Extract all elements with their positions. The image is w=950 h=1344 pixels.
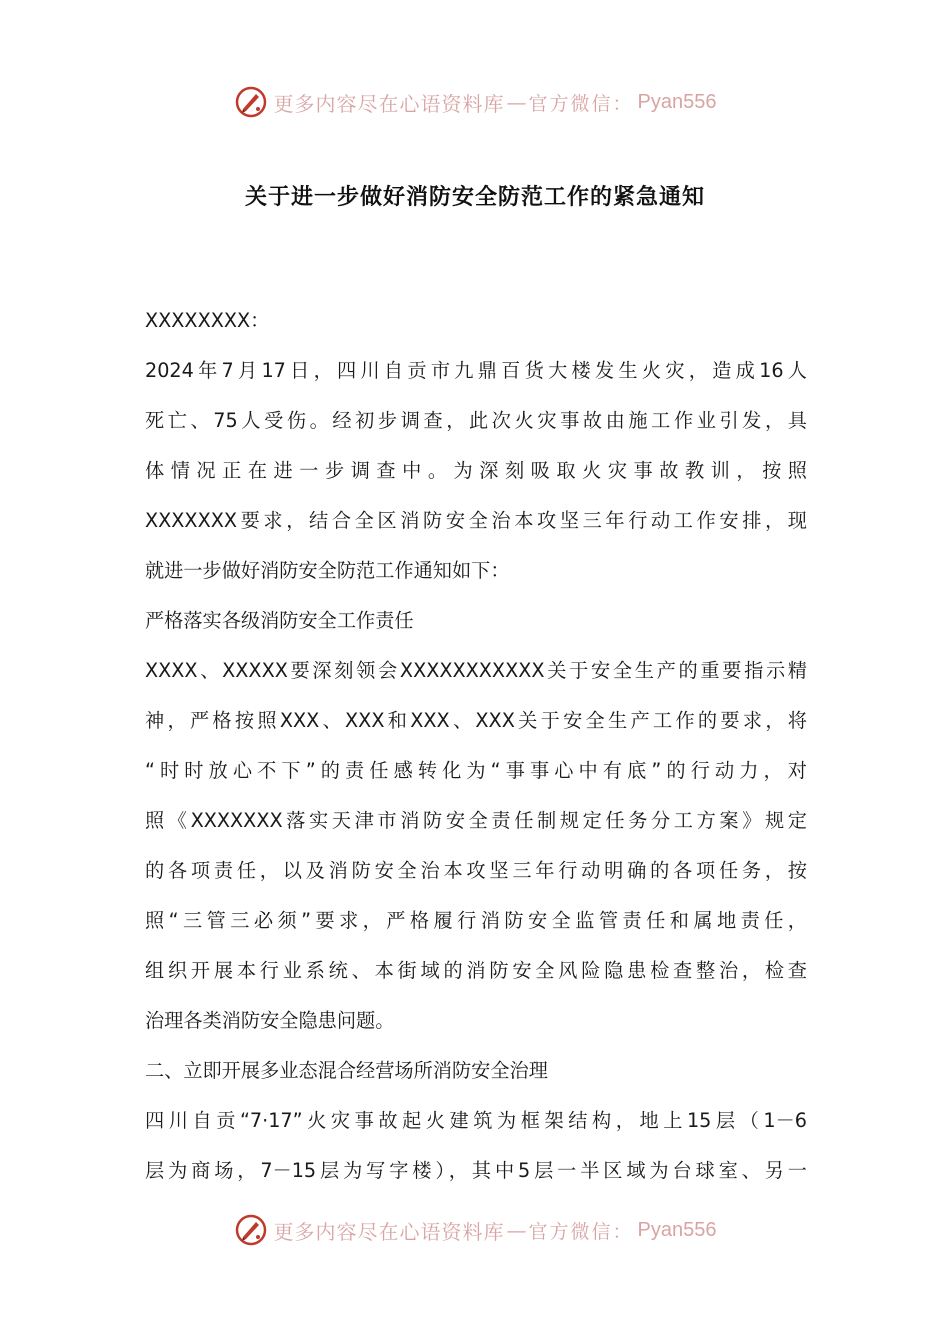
watermark-contact-label: 官方微信： <box>528 92 634 115</box>
paragraph-line: 治理各类消防安全隐患问题。 <box>145 1009 395 1032</box>
watermark-contact-id: Pyan556 <box>637 90 717 113</box>
paragraph-line: 二、立即开展多业态混合经营场所消防安全治理 <box>145 1059 548 1082</box>
paragraph-line: 体情况正在进一步调查中。为深刻吸取火灾事故教训，按照 <box>145 459 807 482</box>
pen-logo-icon <box>234 85 268 119</box>
watermark-site-text: 更多内容尽在心语资料库 <box>273 1219 505 1244</box>
paragraph-line: 2024年7月17日，四川自贡市九鼎百货大楼发生火灾，造成16人 <box>145 359 807 382</box>
pen-logo-icon <box>234 1213 268 1247</box>
document-body <box>145 296 807 1196</box>
paragraph-line: 照《XXXXXXX落实天津市消防安全责任制规定任务分工方案》规定 <box>145 809 807 832</box>
paragraph-line: 死亡、75人受伤。经初步调查，此次火灾事故由施工作业引发，具 <box>145 409 807 432</box>
watermark-dash: — <box>506 1218 527 1242</box>
paragraph-line: 就进一步做好消防安全防范工作通知如下： <box>145 559 510 582</box>
paragraph-line: “时时放心不下”的责任感转化为“事事心中有底”的行动力，对 <box>145 759 807 782</box>
paragraph-line: 神，严格按照XXX、XXX和XXX、XXX关于安全生产工作的要求，将 <box>145 709 807 732</box>
paragraph-line: 四川自贡“7·17”火灾事故起火建筑为框架结构，地上15层（1－6 <box>145 1109 807 1132</box>
paragraph-line: 的各项责任，以及消防安全治本攻坚三年行动明确的各项任务，按 <box>145 859 807 882</box>
watermark-dash: — <box>506 90 527 114</box>
paragraph-line: XXXX、XXXXX要深刻领会XXXXXXXXXXX关于安全生产的重要指示精 <box>145 659 807 682</box>
watermark-header <box>0 82 950 122</box>
watermark-footer <box>0 1210 950 1250</box>
document-title: 关于进一步做好消防安全防范工作的紧急通知 <box>244 185 705 210</box>
paragraph-line: XXXXXXXX： <box>145 309 270 332</box>
paragraph-line: 组织开展本行业系统、本街域的消防安全风险隐患检查整治，检查 <box>145 959 807 982</box>
watermark-contact-label: 官方微信： <box>528 1220 634 1243</box>
paragraph-line: 严格落实各级消防安全工作责任 <box>145 609 414 632</box>
watermark-site-text: 更多内容尽在心语资料库 <box>273 91 505 116</box>
paragraph-line: 照“三管三必须”要求，严格履行消防安全监管责任和属地责任， <box>145 909 807 932</box>
paragraph-line: XXXXXXX要求，结合全区消防安全治本攻坚三年行动工作安排，现 <box>145 509 807 532</box>
watermark-contact-id: Pyan556 <box>637 1218 717 1241</box>
paragraph-line: 层为商场，7－15层为写字楼），其中5层一半区域为台球室、另一 <box>145 1159 807 1182</box>
